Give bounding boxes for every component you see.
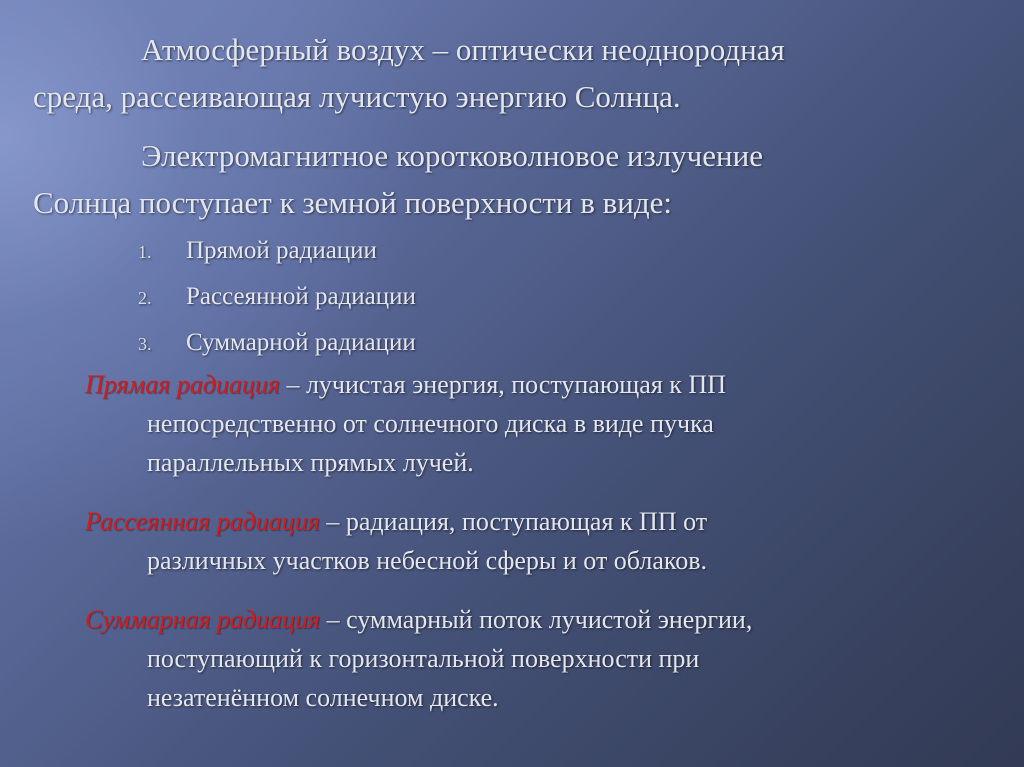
radiation-line-2: Солнца поступает к земной поверхности в виде: [33, 185, 673, 220]
list-item-number: 2. [138, 288, 152, 308]
intro-paragraph [33, 26, 993, 120]
definition-text-line-2: непосредственно от солнечного диска в виде пучка [147, 409, 714, 438]
list-item-number: 3. [138, 334, 152, 354]
definition-term: Суммарная радиация [85, 605, 321, 634]
intro-line-1: Атмосферный воздух – оптически неоднородная [141, 32, 785, 67]
list-item [138, 228, 416, 274]
definition-term: Рассеянная радиация [85, 507, 320, 536]
intro-line-2: среда, рассеивающая лучистую энергию Солнца. [33, 79, 681, 114]
definition-text-line-1: – лучистая энергия, поступающая к ПП [279, 370, 726, 399]
list-item-text: Суммарной радиации [186, 329, 416, 356]
list-item-number: 1. [138, 242, 152, 262]
definition-text-line-2: поступающий к горизонтальной поверхности при [147, 644, 700, 673]
definition-text-line-3: параллельных прямых лучей. [147, 448, 474, 477]
list-item [138, 274, 416, 320]
list-item-text: Прямой радиации [186, 237, 377, 264]
definition-term: Прямая радиация [85, 370, 280, 399]
definition-direct [85, 365, 985, 482]
radiation-types-list [138, 228, 416, 366]
definition-total [85, 600, 985, 717]
definition-diffuse [85, 502, 985, 580]
definition-text-line-3: незатенённом солнечном диске. [147, 683, 499, 712]
radiation-paragraph [33, 132, 993, 226]
definition-text-line-1: – суммарный поток лучистой энергии, [320, 605, 753, 634]
definition-text-line-1: – радиация, поступающая к ПП от [319, 507, 708, 536]
definition-text-line-2: различных участков небесной сферы и от облаков. [147, 546, 707, 575]
list-item-text: Рассеянной радиации [186, 283, 416, 310]
list-item [138, 320, 416, 366]
radiation-line-1: Электромагнитное коротковолновое излучение [141, 138, 763, 173]
